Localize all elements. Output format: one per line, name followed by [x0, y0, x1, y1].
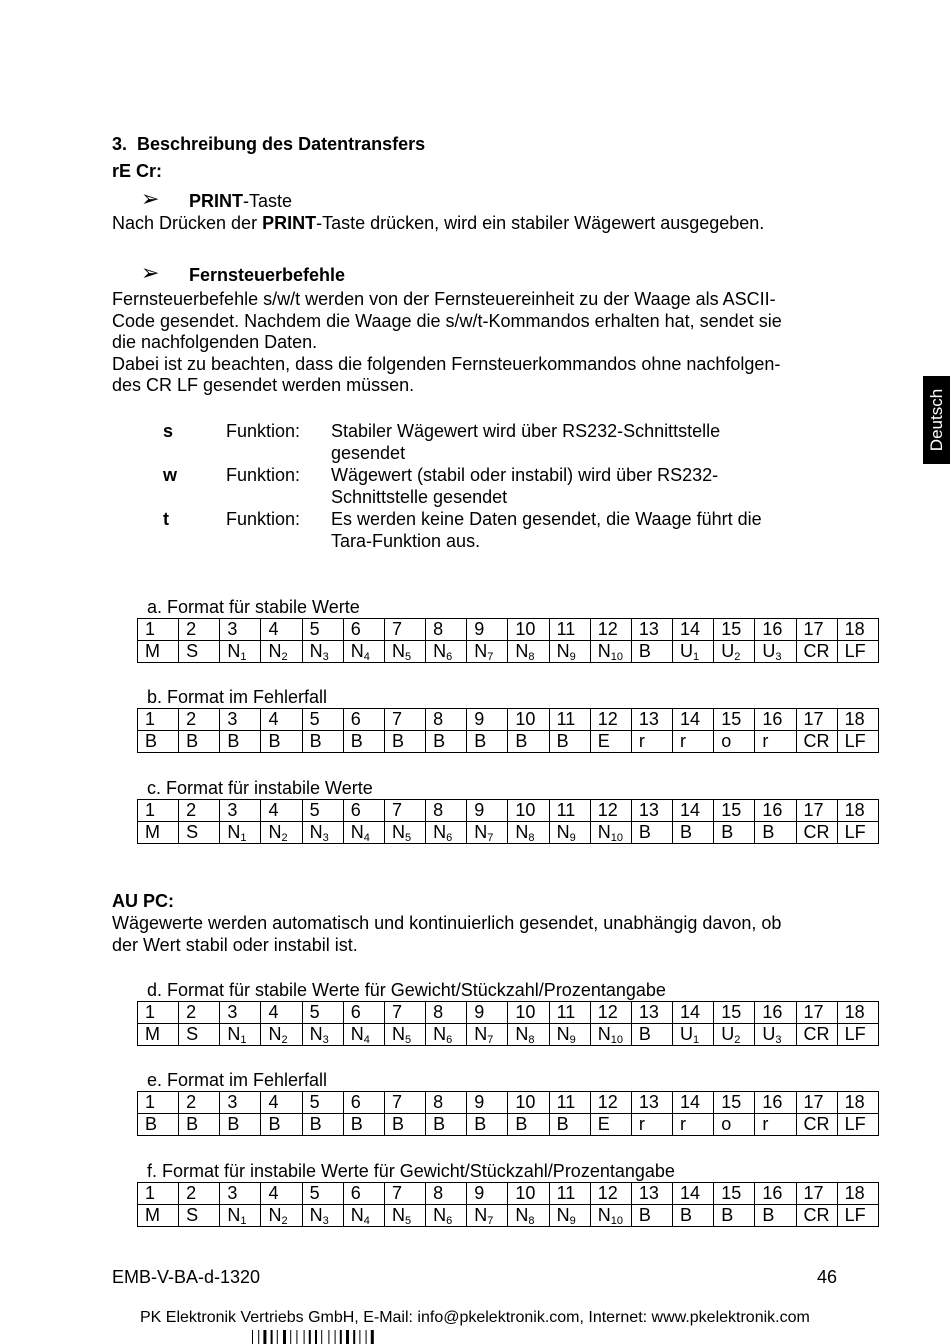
- table-cell: $N_8$: [508, 1024, 549, 1046]
- table-cell: CR: [796, 822, 837, 844]
- table-cell: 15: [714, 800, 755, 822]
- table-cell: CR: [796, 1114, 837, 1136]
- table-cell: 18: [837, 1183, 878, 1205]
- table-cell: B: [673, 1205, 714, 1227]
- table-data-row: [138, 822, 879, 844]
- table-cell: 3: [220, 1092, 261, 1114]
- table-cell: 1: [138, 1092, 179, 1114]
- table-cell: B: [302, 1114, 343, 1136]
- table-cell: B: [343, 731, 384, 753]
- table-cell: 2: [179, 1183, 220, 1205]
- table-cell: $N_{10}$: [590, 1024, 631, 1046]
- table-data-row: [138, 641, 879, 663]
- table-cell: $U_1$: [673, 641, 714, 663]
- print-text-post: -Taste drücken, wird ein stabiler Wägewert ausgegeben.: [316, 213, 765, 233]
- table-cell: B: [631, 1024, 672, 1046]
- table-cell: 9: [467, 800, 508, 822]
- table-cell: $N_7$: [467, 1205, 508, 1227]
- section-heading: [112, 134, 425, 155]
- table-cell: 3: [220, 619, 261, 641]
- command-description: Es werden keine Daten gesendet, die Waage führt die Tara-Funktion aus.: [331, 509, 762, 551]
- table-cell: 4: [261, 1002, 302, 1024]
- table-cell: 5: [302, 1092, 343, 1114]
- table-cell: 14: [673, 709, 714, 731]
- table-cell: $N_1$: [220, 822, 261, 844]
- table-cell: 8: [426, 709, 467, 731]
- table-cell: B: [138, 1114, 179, 1136]
- table-cell: $N_6$: [426, 1024, 467, 1046]
- print-text-bold: PRINT: [262, 213, 317, 233]
- table-cell: $N_9$: [549, 1205, 590, 1227]
- table-cell: 14: [673, 1183, 714, 1205]
- table-data-row: [138, 1024, 879, 1046]
- table-cell: 10: [508, 619, 549, 641]
- table-cell: $U_2$: [714, 641, 755, 663]
- table-cell: 7: [384, 1183, 425, 1205]
- table-cell: 10: [508, 800, 549, 822]
- table-cell: $N_{10}$: [590, 641, 631, 663]
- command-function-label: Funktion:: [226, 465, 301, 485]
- table-cell: 18: [837, 800, 878, 822]
- section-number: 3.: [112, 134, 128, 154]
- table-cell: 17: [796, 619, 837, 641]
- table-cell: B: [755, 1205, 796, 1227]
- table-cell: $N_2$: [261, 641, 302, 663]
- table-cell: $N_8$: [508, 641, 549, 663]
- table-cell: r: [673, 1114, 714, 1136]
- table-cell: 18: [837, 709, 878, 731]
- command-key: t: [163, 509, 169, 529]
- table-cell: 15: [714, 1092, 755, 1114]
- table-cell: 5: [302, 709, 343, 731]
- table-cell: 12: [590, 709, 631, 731]
- table-cell: $N_9$: [549, 822, 590, 844]
- table-cell: 1: [138, 1183, 179, 1205]
- table-cell: r: [755, 1114, 796, 1136]
- command-function-label: Funktion:: [226, 421, 301, 441]
- table-cell: 9: [467, 1092, 508, 1114]
- table-cell: 8: [426, 800, 467, 822]
- table-cell: 15: [714, 709, 755, 731]
- table-data-row: [138, 731, 879, 753]
- table-cell: 8: [426, 619, 467, 641]
- table-cell: B: [261, 1114, 302, 1136]
- table-cell: 12: [590, 1092, 631, 1114]
- table-cell: 10: [508, 1092, 549, 1114]
- table-header-row: [138, 1002, 879, 1024]
- table-cell: 6: [343, 1092, 384, 1114]
- table-cell: LF: [837, 822, 878, 844]
- remote-line: Fernsteuerbefehle s/w/t werden von der Fernsteuereinheit zu der Waage als ASCII-: [112, 289, 776, 309]
- table-cell: 16: [755, 1002, 796, 1024]
- command-key: s: [163, 421, 174, 441]
- table-cell: $N_3$: [302, 1024, 343, 1046]
- table-caption: c. Format für instabile Werte: [147, 778, 373, 798]
- footer-company: PK Elektronik Vertriebs GmbH, E-Mail: info@pkelektronik.com, Internet: www.pkelektronik.com: [140, 1309, 810, 1326]
- table-cell: LF: [837, 1024, 878, 1046]
- table-cell: B: [467, 731, 508, 753]
- page-number: 46: [817, 1267, 838, 1287]
- table-cell: B: [384, 731, 425, 753]
- table-cell: B: [179, 1114, 220, 1136]
- table-cell: 10: [508, 1002, 549, 1024]
- table-cell: B: [631, 1205, 672, 1227]
- table-cell: 4: [261, 709, 302, 731]
- table-cell: 15: [714, 619, 755, 641]
- table-cell: $U_3$: [755, 1024, 796, 1046]
- table-cell: $N_5$: [384, 1024, 425, 1046]
- table-cell: $N_4$: [343, 1205, 384, 1227]
- table-cell: $U_3$: [755, 641, 796, 663]
- table-cell: 8: [426, 1092, 467, 1114]
- format-table: [137, 1182, 879, 1227]
- table-cell: 12: [590, 800, 631, 822]
- table-cell: $N_3$: [302, 1205, 343, 1227]
- table-cell: B: [631, 641, 672, 663]
- table-cell: 3: [220, 709, 261, 731]
- table-cell: $N_5$: [384, 641, 425, 663]
- table-cell: 18: [837, 619, 878, 641]
- command-function-label: Funktion:: [226, 509, 301, 529]
- format-table: [137, 1001, 879, 1046]
- table-cell: B: [426, 1114, 467, 1136]
- table-cell: 8: [426, 1183, 467, 1205]
- table-data-row: [138, 1114, 879, 1136]
- table-cell: 9: [467, 619, 508, 641]
- table-cell: M: [138, 641, 179, 663]
- print-description: [112, 213, 764, 234]
- table-cell: 10: [508, 709, 549, 731]
- table-caption: d. Format für stabile Werte für Gewicht/Stückzahl/Prozentangabe: [147, 980, 666, 1000]
- table-cell: 2: [179, 1092, 220, 1114]
- table-header-row: [138, 800, 879, 822]
- table-cell: 4: [261, 619, 302, 641]
- print-text-pre: Nach Drücken der: [112, 213, 263, 233]
- table-cell: 11: [549, 1183, 590, 1205]
- table-cell: 2: [179, 709, 220, 731]
- format-table: [137, 1091, 879, 1136]
- table-cell: 17: [796, 1092, 837, 1114]
- table-caption: e. Format im Fehlerfall: [147, 1070, 328, 1090]
- table-cell: 16: [755, 1183, 796, 1205]
- table-cell: B: [261, 731, 302, 753]
- table-cell: B: [508, 1114, 549, 1136]
- table-cell: B: [179, 731, 220, 753]
- table-cell: $N_9$: [549, 641, 590, 663]
- table-cell: 14: [673, 619, 714, 641]
- table-cell: 11: [549, 619, 590, 641]
- table-cell: 18: [837, 1002, 878, 1024]
- table-cell: 17: [796, 800, 837, 822]
- table-cell: $N_5$: [384, 1205, 425, 1227]
- aupc-label: AU PC:: [112, 891, 174, 911]
- rec-label: rE Cr:: [112, 161, 163, 181]
- table-cell: LF: [837, 1205, 878, 1227]
- table-cell: B: [302, 731, 343, 753]
- language-side-tab: [923, 376, 950, 464]
- table-cell: 7: [384, 619, 425, 641]
- print-key-heading: [189, 191, 292, 212]
- table-cell: 15: [714, 1002, 755, 1024]
- table-cell: 12: [590, 1002, 631, 1024]
- table-cell: S: [179, 641, 220, 663]
- table-cell: M: [138, 1024, 179, 1046]
- table-cell: 16: [755, 1092, 796, 1114]
- table-cell: $N_6$: [426, 641, 467, 663]
- table-cell: 17: [796, 1183, 837, 1205]
- table-cell: 16: [755, 800, 796, 822]
- table-cell: LF: [837, 1114, 878, 1136]
- table-cell: $U_1$: [673, 1024, 714, 1046]
- table-cell: 12: [590, 619, 631, 641]
- language-side-tab-label: Deutsch: [926, 388, 946, 452]
- table-cell: 17: [796, 709, 837, 731]
- table-cell: 15: [714, 1183, 755, 1205]
- table-cell: o: [714, 731, 755, 753]
- table-data-row: [138, 1205, 879, 1227]
- table-cell: 3: [220, 1183, 261, 1205]
- table-cell: 9: [467, 1183, 508, 1205]
- table-cell: 17: [796, 1002, 837, 1024]
- table-cell: 4: [261, 1092, 302, 1114]
- table-cell: 5: [302, 1002, 343, 1024]
- table-cell: 13: [631, 800, 672, 822]
- command-description: Stabiler Wägewert wird über RS232-Schnittstelle gesendet: [331, 421, 721, 463]
- table-cell: 1: [138, 619, 179, 641]
- table-cell: r: [631, 1114, 672, 1136]
- remote-heading: Fernsteuerbefehle: [189, 265, 346, 285]
- table-cell: $N_2$: [261, 1205, 302, 1227]
- table-cell: B: [549, 1114, 590, 1136]
- table-cell: 5: [302, 800, 343, 822]
- table-cell: B: [673, 822, 714, 844]
- table-cell: 10: [508, 1183, 549, 1205]
- table-cell: $N_{10}$: [590, 1205, 631, 1227]
- table-cell: 9: [467, 709, 508, 731]
- footer-doc-id: EMB-V-BA-d-1320: [112, 1267, 261, 1287]
- table-cell: $N_7$: [467, 822, 508, 844]
- table-header-row: [138, 1092, 879, 1114]
- aupc-line: der Wert stabil oder instabil ist.: [112, 935, 358, 955]
- table-cell: B: [426, 731, 467, 753]
- table-cell: $N_4$: [343, 641, 384, 663]
- table-cell: 6: [343, 1183, 384, 1205]
- format-table: [137, 708, 879, 753]
- table-cell: $N_8$: [508, 822, 549, 844]
- table-cell: B: [467, 1114, 508, 1136]
- table-cell: $N_1$: [220, 641, 261, 663]
- table-cell: r: [755, 731, 796, 753]
- aupc-line: Wägewerte werden automatisch und kontinuierlich gesendet, unabhängig davon, ob: [112, 913, 782, 933]
- table-cell: B: [138, 731, 179, 753]
- arrowhead-bullet-icon: ➢: [141, 186, 160, 211]
- table-cell: E: [590, 731, 631, 753]
- table-cell: 8: [426, 1002, 467, 1024]
- table-cell: 4: [261, 1183, 302, 1205]
- table-cell: $N_4$: [343, 1024, 384, 1046]
- table-cell: 13: [631, 709, 672, 731]
- table-cell: $N_6$: [426, 822, 467, 844]
- table-cell: S: [179, 1205, 220, 1227]
- table-cell: $N_5$: [384, 822, 425, 844]
- table-cell: 7: [384, 709, 425, 731]
- table-cell: 5: [302, 1183, 343, 1205]
- table-cell: CR: [796, 1024, 837, 1046]
- table-cell: r: [673, 731, 714, 753]
- barcode-icon: [252, 1330, 440, 1344]
- table-cell: B: [549, 731, 590, 753]
- table-cell: 7: [384, 800, 425, 822]
- table-cell: B: [714, 1205, 755, 1227]
- table-cell: $N_9$: [549, 1024, 590, 1046]
- table-cell: $N_3$: [302, 822, 343, 844]
- table-cell: 13: [631, 619, 672, 641]
- table-cell: 14: [673, 1002, 714, 1024]
- remote-line: des CR LF gesendet werden müssen.: [112, 375, 415, 395]
- table-cell: B: [755, 822, 796, 844]
- table-cell: 4: [261, 800, 302, 822]
- arrowhead-bullet-icon: ➢: [141, 260, 160, 285]
- table-caption: b. Format im Fehlerfall: [147, 687, 328, 707]
- table-cell: LF: [837, 731, 878, 753]
- format-table: [137, 618, 879, 663]
- remote-line: Code gesendet. Nachdem die Waage die s/w/t-Kommandos erhalten hat, sendet sie: [112, 311, 782, 331]
- table-cell: 11: [549, 709, 590, 731]
- table-cell: M: [138, 1205, 179, 1227]
- table-cell: B: [384, 1114, 425, 1136]
- table-cell: 14: [673, 1092, 714, 1114]
- table-cell: $N_1$: [220, 1205, 261, 1227]
- table-cell: 11: [549, 1092, 590, 1114]
- table-cell: B: [343, 1114, 384, 1136]
- table-cell: B: [508, 731, 549, 753]
- table-header-row: [138, 1183, 879, 1205]
- table-cell: 1: [138, 800, 179, 822]
- table-cell: S: [179, 822, 220, 844]
- table-cell: S: [179, 1024, 220, 1046]
- table-cell: B: [714, 822, 755, 844]
- table-cell: 11: [549, 800, 590, 822]
- table-cell: CR: [796, 731, 837, 753]
- remote-line: Dabei ist zu beachten, dass die folgenden Fernsteuerkommandos ohne nachfolgen-: [112, 354, 781, 374]
- table-cell: 13: [631, 1183, 672, 1205]
- table-cell: $N_2$: [261, 1024, 302, 1046]
- table-header-row: [138, 619, 879, 641]
- table-cell: $N_4$: [343, 822, 384, 844]
- table-cell: 3: [220, 1002, 261, 1024]
- table-cell: 9: [467, 1002, 508, 1024]
- print-key-rest: -Taste: [243, 191, 293, 211]
- table-cell: 6: [343, 1002, 384, 1024]
- table-cell: r: [631, 731, 672, 753]
- table-cell: $N_6$: [426, 1205, 467, 1227]
- table-cell: 2: [179, 1002, 220, 1024]
- table-cell: 2: [179, 619, 220, 641]
- table-cell: 1: [138, 1002, 179, 1024]
- table-cell: 2: [179, 800, 220, 822]
- table-cell: CR: [796, 641, 837, 663]
- table-cell: 7: [384, 1092, 425, 1114]
- table-cell: 6: [343, 800, 384, 822]
- table-cell: 13: [631, 1092, 672, 1114]
- table-cell: 16: [755, 619, 796, 641]
- table-cell: 13: [631, 1002, 672, 1024]
- table-cell: E: [590, 1114, 631, 1136]
- table-cell: 18: [837, 1092, 878, 1114]
- table-cell: o: [714, 1114, 755, 1136]
- print-key-bold: PRINT: [189, 191, 243, 211]
- table-cell: $N_7$: [467, 641, 508, 663]
- format-table: [137, 799, 879, 844]
- table-cell: B: [220, 731, 261, 753]
- command-description: Wägewert (stabil oder instabil) wird über RS232- Schnittstelle gesendet: [331, 465, 719, 507]
- table-cell: 3: [220, 800, 261, 822]
- table-cell: 6: [343, 619, 384, 641]
- table-cell: 7: [384, 1002, 425, 1024]
- table-cell: $N_3$: [302, 641, 343, 663]
- table-cell: $N_8$: [508, 1205, 549, 1227]
- table-header-row: [138, 709, 879, 731]
- table-cell: 6: [343, 709, 384, 731]
- table-cell: LF: [837, 641, 878, 663]
- table-cell: 14: [673, 800, 714, 822]
- table-cell: CR: [796, 1205, 837, 1227]
- table-cell: 5: [302, 619, 343, 641]
- table-cell: $U_2$: [714, 1024, 755, 1046]
- table-cell: 11: [549, 1002, 590, 1024]
- table-caption: a. Format für stabile Werte: [147, 597, 360, 617]
- table-cell: M: [138, 822, 179, 844]
- table-cell: $N_2$: [261, 822, 302, 844]
- command-key: w: [163, 465, 178, 485]
- table-cell: B: [631, 822, 672, 844]
- table-cell: $N_7$: [467, 1024, 508, 1046]
- table-cell: 12: [590, 1183, 631, 1205]
- table-cell: $N_1$: [220, 1024, 261, 1046]
- section-title: Beschreibung des Datentransfers: [137, 134, 426, 154]
- table-cell: 16: [755, 709, 796, 731]
- table-caption: f. Format für instabile Werte für Gewicht/Stückzahl/Prozentangabe: [147, 1161, 675, 1181]
- table-cell: $N_{10}$: [590, 822, 631, 844]
- remote-line: die nachfolgenden Daten.: [112, 332, 318, 352]
- table-cell: 1: [138, 709, 179, 731]
- table-cell: B: [220, 1114, 261, 1136]
